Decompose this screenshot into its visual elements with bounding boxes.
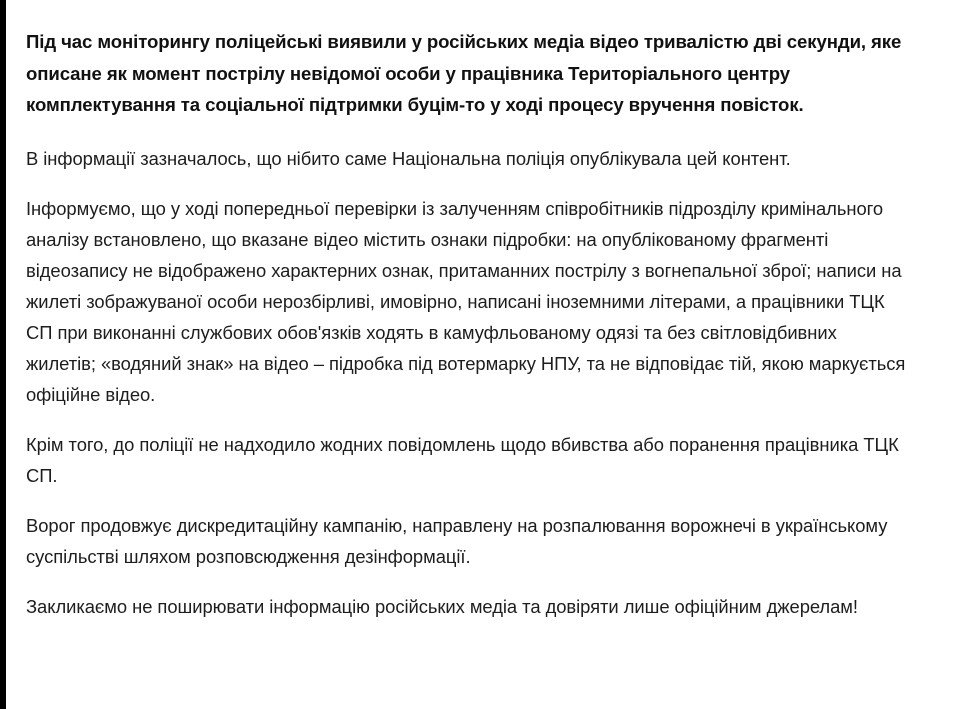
lead-paragraph: Під час моніторингу поліцейські виявили у російських медіа відео тривалістю дві секунди, яке описане як момент пострілу невідомої особи у працівника Територіального центру комплектування та соціальної підтримки буцім-то у ході процесу вручення повісток. xyxy=(26,31,902,115)
article-body xyxy=(26,26,909,622)
paragraph-2: В інформації зазначалось, що нібито саме Національна поліція опублікувала цей контент. xyxy=(26,147,791,169)
paragraph-3: Інформуємо, що у ході попередньої перевірки із залученням співробітників підрозділу кримінального аналізу встановлено, що вказане відео містить ознаки підробки: на опублікованому фрагменті відеозапису не відображено характерних ознак, притаманних пострілу з вогнепальної зброї; написи на жилеті зображуваної особи нерозбірливі, имовірно, написані іноземними літерами, а працівники ТЦК СП при виконанні службових обов'язків ходять в камуфльованому одязі та без світловідбивних жилетів; «водяний знак» на відео – підробка під вотермарку НПУ, та не відповідає тій, якою маркується офіційне відео. xyxy=(26,197,906,405)
left-accent-bar xyxy=(0,0,6,709)
paragraph-6: Закликаємо не поширювати інформацію російських медіа та довіряти лише офіційним джерелам! xyxy=(26,595,858,617)
paragraph-4: Крім того, до поліції не надходило жодних повідомлень щодо вбивства або поранення працівника ТЦК СП. xyxy=(26,433,899,486)
paragraph-5: Ворог продовжує дискредитаційну кампанію, направлену на розпалювання ворожнечі в українському суспільстві шляхом розповсюдження дезінформації. xyxy=(26,514,888,567)
